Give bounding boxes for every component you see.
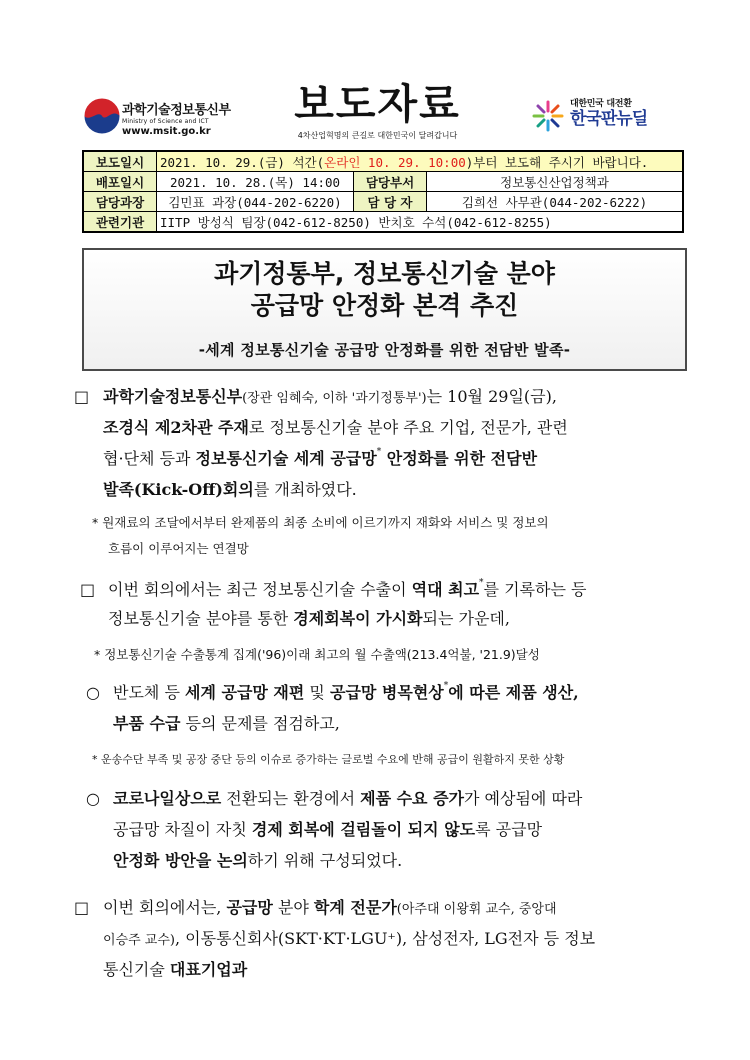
dept-label: 담당부서 bbox=[354, 172, 427, 192]
newdeal-title: 한국판뉴딜 bbox=[570, 109, 648, 129]
p4-l1-bold-2: 제품 수요 증가 bbox=[360, 789, 464, 808]
p3-l1-c: 및 bbox=[304, 683, 330, 702]
newdeal-logo-icon bbox=[532, 100, 564, 132]
ministry-name-en: Ministry of Science and ICT bbox=[122, 118, 209, 125]
p5-l1-small: (아주대 이왕휘 교수, 중앙대 bbox=[396, 902, 557, 917]
release-value-post: )부터 보도해 주시기 바랍니다. bbox=[465, 154, 649, 170]
manager-row bbox=[83, 192, 683, 212]
p3-l1-bold-3: 에 따른 제품 생산, bbox=[448, 683, 579, 702]
p4-l2-a: 공급망 차질이 자칫 bbox=[113, 820, 252, 839]
note-2-text: 정보통신기술 수출통계 집계('96)이래 최고의 월 수출액(213.4억불, '21.9)달성 bbox=[104, 647, 540, 662]
distribution-value: 2021. 10. 28.(목) 14:00 bbox=[157, 172, 354, 192]
footnote-star: * bbox=[376, 447, 382, 457]
page-title: 보도자료 bbox=[294, 80, 461, 128]
p1-line-4 bbox=[103, 479, 357, 501]
square-bullet-2: □ bbox=[80, 580, 96, 599]
p2-l1-a: 이번 회의에서는 최근 정보통신기술 수출이 bbox=[108, 580, 412, 599]
p1-l3-bold: 정보통신기술 세계 공급망 bbox=[195, 449, 377, 468]
p4-l1-bold: 코로나일상으로 bbox=[113, 789, 222, 808]
p5-line-3 bbox=[103, 959, 247, 981]
note-2 bbox=[94, 646, 540, 664]
note-1-line-2: 흐름이 이루어지는 연결망 bbox=[108, 541, 249, 556]
headline-line-1: 과기정통부, 정보통신기술 분야 bbox=[214, 259, 555, 288]
p4-l2-bold: 경제 회복에 걸림돌이 되지 않도 bbox=[251, 820, 476, 839]
p2-line-1 bbox=[108, 579, 586, 601]
p2-l2-a: 정보통신기술 분야를 통한 bbox=[108, 609, 294, 628]
manager-label: 담당과장 bbox=[83, 192, 157, 212]
p4-l1-c: 전환되는 환경에서 bbox=[221, 789, 361, 808]
square-bullet-1: □ bbox=[74, 387, 90, 406]
agency-value: IITP 방성식 팀장(042-612-8250) 반치호 수석(042-612-8255) bbox=[157, 212, 684, 233]
p5-l1-bold: 공급망 bbox=[226, 898, 273, 917]
note-3 bbox=[92, 751, 564, 769]
p4-l1-e: 가 예상됨에 따라 bbox=[464, 789, 583, 808]
p4-line-1 bbox=[113, 788, 582, 810]
note-star: * bbox=[92, 515, 99, 530]
p1-l2-rest: 로 정보통신기술 분야 주요 기업, 전문가, 관련 bbox=[248, 418, 568, 437]
officer-label: 담 당 자 bbox=[354, 192, 427, 212]
p2-l1-bold: 역대 최고 bbox=[411, 580, 480, 599]
note-1-line-1 bbox=[92, 514, 549, 532]
p1-l1-bold: 과학기술정보통신부 bbox=[103, 387, 243, 406]
release-online-time: 온라인 10. 29. 10:00 bbox=[324, 154, 466, 170]
p4-l2-c: 록 공급망 bbox=[475, 820, 543, 839]
p5-l1-bold-2: 학계 전문가 bbox=[313, 898, 397, 917]
newdeal-tagline: 대한민국 대전환 bbox=[570, 99, 632, 109]
ministry-url: www.msit.go.kr bbox=[122, 126, 211, 137]
circle-bullet-2: ○ bbox=[86, 789, 100, 808]
footnote-star: * bbox=[443, 681, 449, 691]
p3-l1-a: 반도체 등 bbox=[113, 683, 185, 702]
p5-line-1 bbox=[103, 897, 557, 921]
p1-l1-small: (장관 임혜숙, 이하 '과기정통부') bbox=[242, 391, 427, 406]
p3-line-1 bbox=[113, 682, 579, 704]
p1-l1-rest: 는 10월 29일(금), bbox=[426, 387, 557, 406]
msit-logo bbox=[82, 96, 122, 136]
release-info-table bbox=[82, 150, 684, 233]
p3-l1-bold: 세계 공급망 재편 bbox=[185, 683, 305, 702]
distribution-label: 배포일시 bbox=[83, 172, 157, 192]
p3-l1-bold-2: 공급망 병목현상 bbox=[329, 683, 444, 702]
headline-subtitle: -세계 정보통신기술 공급망 안정화를 위한 전담반 발족- bbox=[198, 341, 571, 359]
headline-line-2: 공급망 안정화 본격 추진 bbox=[250, 291, 519, 320]
p2-l2-bold: 경제회복이 가시화 bbox=[293, 609, 423, 628]
note-3-text: 운송수단 부족 및 공장 중단 등의 이슈로 증가하는 글로벌 수요에 반해 공급이 원활하지 못한 상황 bbox=[101, 753, 565, 766]
p1-line-1 bbox=[103, 386, 557, 410]
release-value bbox=[157, 151, 684, 172]
p2-l1-c: 를 기록하는 등 bbox=[483, 580, 587, 599]
p1-l3-rest: 협·단체 등과 bbox=[103, 449, 196, 468]
newdeal-wordmark bbox=[570, 100, 647, 128]
p1-l2-bold: 조경식 제2차관 주재 bbox=[103, 418, 249, 437]
note-star: * bbox=[92, 753, 98, 766]
p1-l3-bold-2: 안정화를 위한 전담반 bbox=[381, 449, 538, 468]
dept-value: 정보통신산업정책과 bbox=[427, 172, 684, 192]
release-row bbox=[83, 151, 683, 172]
circle-bullet-1: ○ bbox=[86, 683, 100, 702]
p5-l2-rest: , 이동통신회사(SKT·KT·LGU⁺), 삼성전자, LG전자 등 정보 bbox=[175, 929, 596, 948]
note-star: * bbox=[94, 647, 101, 662]
p1-line-2 bbox=[103, 417, 568, 439]
release-label: 보도일시 bbox=[83, 151, 157, 172]
msit-wordmark bbox=[122, 104, 231, 137]
manager-value: 김민표 과장(044-202-6220) bbox=[157, 192, 354, 212]
p5-l1-c: 분야 bbox=[272, 898, 314, 917]
p5-l1-a: 이번 회의에서는, bbox=[103, 898, 227, 917]
square-bullet-3: □ bbox=[74, 898, 90, 917]
agency-label: 관련기관 bbox=[83, 212, 157, 233]
p4-line-3 bbox=[113, 850, 402, 872]
p1-line-3 bbox=[103, 448, 537, 470]
p5-l3-bold: 대표기업과 bbox=[169, 960, 248, 979]
p2-l2-c: 되는 가운데, bbox=[422, 609, 510, 628]
slogan: 4차산업혁명의 큰길로 대한민국이 달려갑니다 bbox=[297, 131, 458, 140]
note-1-text: 원재료의 조달에서부터 완제품의 최종 소비에 이르기까지 재화와 서비스 및 정보의 bbox=[102, 515, 549, 530]
p4-line-2 bbox=[113, 819, 542, 841]
p5-line-2 bbox=[103, 928, 595, 952]
p4-l3-c: 하기 위해 구성되었다. bbox=[247, 851, 403, 870]
agency-row bbox=[83, 212, 683, 233]
p1-l4-rest: 를 개최하였다. bbox=[253, 480, 357, 499]
release-value-pre: 2021. 10. 29.(금) 석간( bbox=[160, 154, 325, 170]
footnote-star: * bbox=[479, 578, 484, 588]
p4-l3-bold: 안정화 방안을 논의 bbox=[113, 851, 248, 870]
p2-line-2 bbox=[108, 608, 510, 630]
p3-l2-c: 등의 문제를 점검하고, bbox=[180, 714, 340, 733]
p5-l2-small: 이승주 교수) bbox=[103, 933, 175, 948]
officer-value: 김희선 사무관(044-202-6222) bbox=[427, 192, 684, 212]
p5-l3-a: 통신기술 bbox=[103, 960, 170, 979]
p3-l2-bold: 부품 수급 bbox=[113, 714, 181, 733]
p3-line-2 bbox=[113, 713, 340, 735]
distribution-row bbox=[83, 172, 683, 192]
p1-l4-bold: 발족(Kick-Off)회의 bbox=[103, 480, 254, 499]
ministry-name-ko: 과학기술정보통신부 bbox=[122, 103, 231, 118]
